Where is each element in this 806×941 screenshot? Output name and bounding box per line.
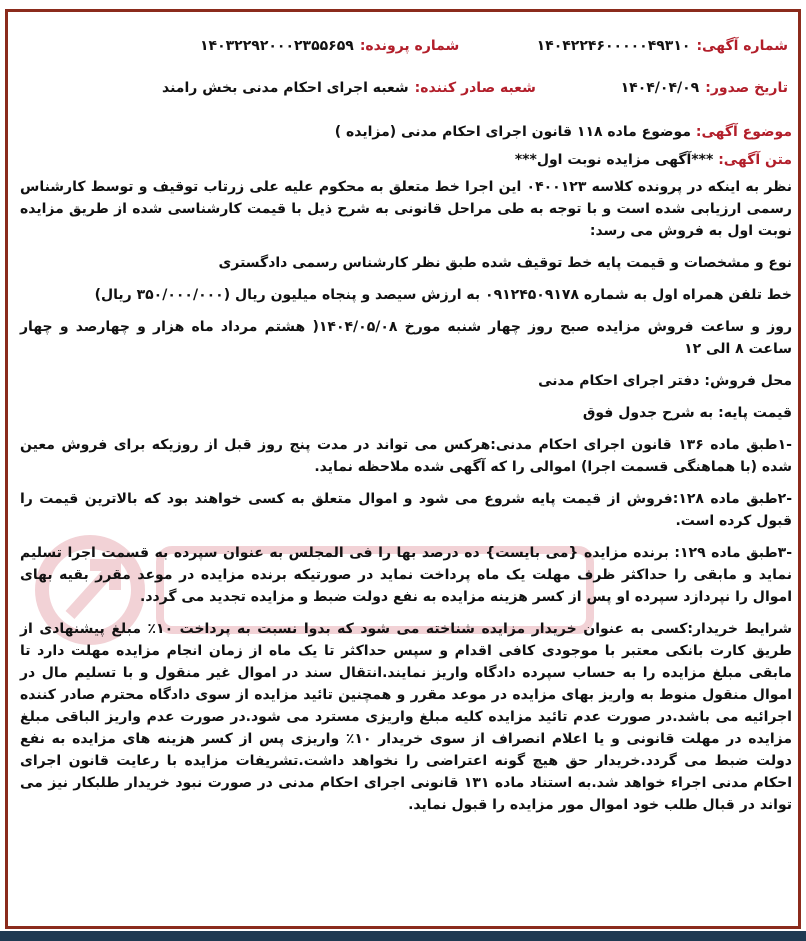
header-row-1 (20, 30, 792, 62)
subject-row (20, 124, 792, 140)
body-paragraph-intro: نظر به اینکه در پرونده کلاسه ۰۴۰۰۱۲۳ این اجرا خط متعلق به محکوم علیه علی زرتاب توقیف و توسط کارشناس رسمی ارزیابی شده است و با توجه به طی مراحل قانونی به شرح ذیل با قیمت کارشناسی شده از طریق مزایده نوبت اول به فروش می رسد: (20, 179, 793, 239)
ad-document (20, 30, 792, 816)
bottom-bar (0, 931, 806, 941)
body-paragraph-location: محل فروش: دفتر اجرای احکام مدنی (538, 373, 792, 389)
ad-number-value: ۱۴۰۴۲۲۴۶۰۰۰۰۰۴۹۳۱۰ (536, 38, 691, 54)
issue-date-field (621, 80, 788, 96)
subject-text: موضوع ماده ۱۱۸ قانون اجرای احکام مدنی (مزایده ) (334, 124, 691, 140)
ad-text-title: ***آگهی مزایده نوبت اول*** (514, 152, 714, 168)
ad-text-row (20, 152, 792, 168)
body-paragraph-auction-time: روز و ساعت فروش مزایده صبح روز چهار شنبه مورخ ۱۴۰۴/۰۵/۰۸( هشتم مرداد ماه هزار و چهارصد و چهار ساعت ۸ الی ۱۲ (20, 319, 792, 357)
case-number-label: شماره پرونده: (359, 38, 460, 54)
issue-date-label: تاریخ صدور: (705, 80, 788, 96)
body-paragraph-article-136: -۱طبق ماده ۱۳۶ قانون اجرای احکام مدنی:هرکس می تواند در مدت پنج روز قبل از روزیکه برای فروش معین شده (با هماهنگی قسمت اجرا) اموالی را که آگهی شده ملاحظه نماید. (20, 437, 792, 475)
body-paragraph-base-price: قیمت پایه: به شرح جدول فوق (582, 405, 792, 421)
issuer-value: شعبه اجرای احکام مدنی بخش رامند (162, 80, 409, 96)
body-paragraph-phone-line: خط تلفن همراه اول به شماره ۰۹۱۲۴۵۰۹۱۷۸ به ارزش سیصد و پنجاه میلیون ریال (۳۵۰/۰۰۰/۰۰۰ ریال) (94, 287, 792, 303)
ad-text-label: متن آگهی: (718, 152, 792, 168)
body-paragraph-specs: نوع و مشخصات و قیمت پایه خط توقیف شده طبق نظر کارشناس رسمی دادگستری (218, 255, 792, 271)
issuer-label: شعبه صادر کننده: (414, 80, 536, 96)
body-paragraph-article-128: -۲طبق ماده ۱۲۸:فروش از قیمت پایه شروع می شود و اموال متعلق به کسی خواهند بود که بالاترین قیمت را قبول کرده است. (20, 491, 793, 529)
body-paragraph-buyer-terms: شرایط خریدار:کسی به عنوان خریدار مزایده شناخته می شود که بدوا نسبت به پرداخت ۱۰٪ مبلغ پیشنهادی از طریق کارت بانکی معتبر با موجودی کافی اقدام و سپس حداکثر تا یک ماه از زمان انجام مزایده مهلت دارد تا مابقی مبلغ مزایده را به حساب سپرده دادگاه واریز نمایند.انتقال سند در اموال غیر منقول و با تسلیم مال در اموال منقول منوط به واریز بهای مزایده در موعد مقرر و همچنین تائید مزایده از سوی دادگاه محترم صادر کننده اجرائیه می باشد.در صورت عدم تائید مزایده کلیه مبلغ واریزی مسترد می شود.در صورت عدم واریز الباقی مبلغ مزایده در مهلت قانونی و یا اعلام انصراف از سوی خریدار ۱۰٪ واریزی پس از کسر هزینه های مزایده به نفع دولت ضبط می گردد.خریدار حق هیچ گونه اعتراضی را نخواهد داشت.تشریفات مزایده با رعایت قانون اجرای احکام مدنی اجراء خواهد شد.به استناد ماده ۱۳۱ قانونی اجرای احکام مدنی در صورت نبود خریدار طلبکار نیز می تواند در قبال طلب خود اموال مور مزایده را قبول نماید. (20, 621, 792, 813)
case-number-field (200, 38, 459, 54)
issuer-field (162, 80, 536, 96)
subject-label: موضوع آگهی: (695, 124, 792, 140)
issue-date-value: ۱۴۰۴/۰۴/۰۹ (620, 80, 700, 96)
case-number-value: ۱۴۰۳۲۲۹۲۰۰۰۲۳۵۵۶۵۹ (200, 38, 354, 54)
body-paragraph-article-129: -۳طبق ماده ۱۲۹: برنده مزایده {می بایست} ده درصد بها را فی المجلس به عنوان سپرده به قسمت اجرا تسلیم نماید و مابقی را حداکثر ظرف مهلت یک ماه پرداخت نماید در صورتیکه برنده مزایده در موعد مقرر بقیه بهای اموال را نپردازد سپرده او پس از کسر هزینه مزایده به نفع دولت ضبط و مزایده تجدید می گردد. (20, 545, 792, 605)
ad-number-label: شماره آگهی: (696, 38, 788, 54)
ad-number-field (537, 38, 788, 54)
header-row-2 (20, 72, 792, 104)
